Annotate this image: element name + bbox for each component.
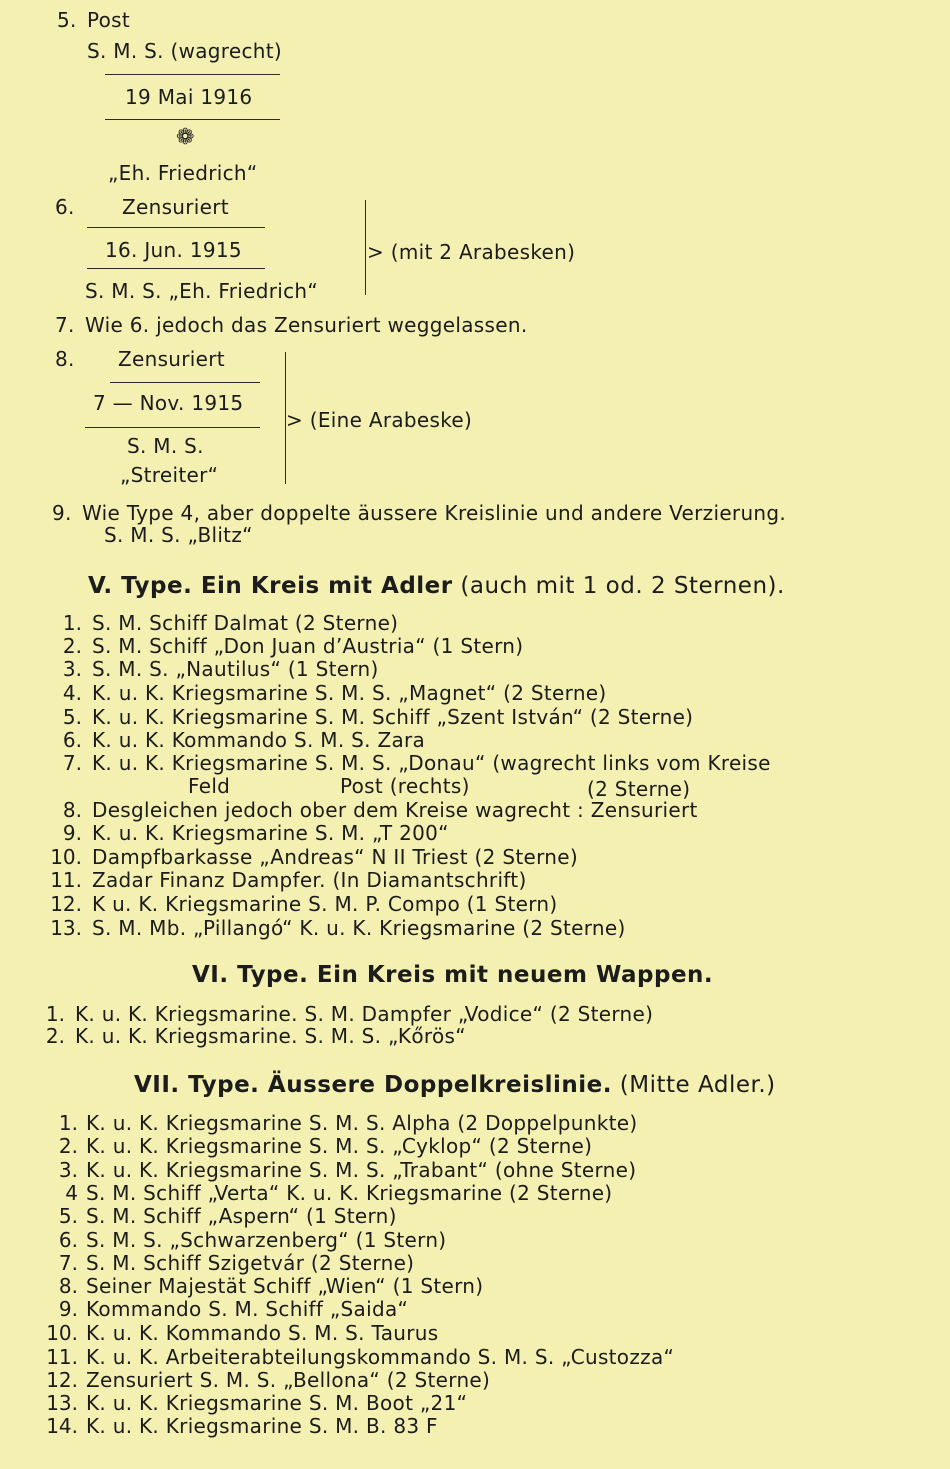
item-text: S. M. S. „Schwarzenberg“ (1 Stern) <box>86 1228 447 1252</box>
item-text: S. M. Schiff Szigetvár (2 Sterne) <box>86 1251 415 1275</box>
postmark-text: „Streiter“ <box>120 463 219 487</box>
item-number: 12. <box>50 892 82 916</box>
item-number: 1. <box>45 1002 65 1026</box>
postmark-text: Post <box>87 8 131 32</box>
item-text: Post (rechts) <box>340 774 470 798</box>
item-text: K. u. K. Kriegsmarine S. M. S. „Donau“ (wagrecht links vom Kreise <box>92 751 771 775</box>
item-text: Seiner Majestät Schiff „Wien“ (1 Stern) <box>86 1274 484 1298</box>
section-heading <box>88 573 785 599</box>
item-text: Kommando S. M. Schiff „Saida“ <box>86 1297 409 1321</box>
item-text: K. u. K. Kriegsmarine S. M. S. „Trabant“ (ohne Sterne) <box>86 1158 637 1182</box>
item-number: 1. <box>58 1111 78 1135</box>
postmark-date: 7 — Nov. 1915 <box>93 391 244 415</box>
item-number: 4 <box>65 1181 78 1205</box>
item-text: K. u. K. Kommando S. M. S. Taurus <box>86 1321 439 1345</box>
postmark-text: S. M. S. (wagrecht) <box>87 39 283 63</box>
item-number: 9. <box>58 1297 78 1321</box>
divider-line <box>105 119 280 120</box>
item-number: 1. <box>62 611 82 635</box>
postmark-text: „Eh. Friedrich“ <box>108 161 258 185</box>
item-text: S. M. Schiff „Aspern“ (1 Stern) <box>86 1204 397 1228</box>
item-text: S. M. Mb. „Pillangó“ K. u. K. Kriegsmarine (2 Sterne) <box>92 916 626 940</box>
item-number: 2. <box>58 1134 78 1158</box>
item-text: (2 Sterne) <box>587 777 691 801</box>
divider-line <box>105 74 280 75</box>
item-number: 6. <box>55 195 75 219</box>
item-number: 10. <box>50 845 82 869</box>
postmark-text: Zensuriert <box>122 195 229 219</box>
item-number: 7. <box>62 751 82 775</box>
heading-bold: V. Type. Ein Kreis mit Adler <box>88 573 453 599</box>
item-number: 10. <box>46 1321 78 1345</box>
item-number: 7. <box>55 313 75 337</box>
item-text: K. u. K. Kommando S. M. S. Zara <box>92 728 426 752</box>
item-number: 2. <box>45 1024 65 1048</box>
item-text: Wie Type 4, aber doppelte äussere Kreislinie und andere Verzierung. <box>82 501 787 525</box>
annotation: > (mit 2 Arabesken) <box>367 240 576 264</box>
item-number: 9. <box>62 821 82 845</box>
item-text: Desgleichen jedoch ober dem Kreise wagrecht : Zensuriert <box>92 798 698 822</box>
divider-line <box>87 227 265 228</box>
item-number: 9. <box>52 501 72 525</box>
heading-rest: (auch mit 1 od. 2 Sternen). <box>452 573 785 599</box>
item-text: K. u. K. Kriegsmarine. S. M. S. „Kőrös“ <box>75 1024 466 1048</box>
postmark-text: S. M. S. <box>127 434 204 458</box>
divider-line <box>87 268 265 269</box>
flower-ornament-icon: ❁ <box>176 125 195 150</box>
heading-bold: VII. Type. Äussere Doppelkreislinie. <box>134 1072 612 1098</box>
item-number: 14. <box>46 1414 78 1438</box>
item-text: K. u. K. Kriegsmarine. S. M. Dampfer „Vodice“ (2 Sterne) <box>75 1002 654 1026</box>
item-number: 8. <box>62 798 82 822</box>
postmark-text: Zensuriert <box>118 347 225 371</box>
item-text: K. u. K. Kriegsmarine S. M. S. „Magnet“ (2 Sterne) <box>92 681 607 705</box>
postmark-text: S. M. S. „Eh. Friedrich“ <box>85 279 319 303</box>
item-number: 5. <box>58 1204 78 1228</box>
item-text: Wie 6. jedoch das Zensuriert weggelassen. <box>85 313 528 337</box>
item-text: K. u. K. Kriegsmarine S. M. „T 200“ <box>92 821 449 845</box>
item-number: 8. <box>55 347 75 371</box>
item-number: 13. <box>50 916 82 940</box>
item-text: K. u. K. Kriegsmarine S. M. B. 83 F <box>86 1414 438 1438</box>
item-number: 2. <box>62 634 82 658</box>
item-number: 11. <box>46 1345 78 1369</box>
divider-line <box>85 427 260 428</box>
annotation: > (Eine Arabeske) <box>286 408 473 432</box>
item-number: 6. <box>58 1228 78 1252</box>
item-text: S. M. Schiff „Don Juan d’Austria“ (1 Stern) <box>92 634 524 658</box>
item-text: K. u. K. Kriegsmarine S. M. S. Alpha (2 Doppelpunkte) <box>86 1111 638 1135</box>
item-text: K. u. K. Arbeiterabteilungskommando S. M. S. „Custozza“ <box>86 1345 675 1369</box>
brace <box>360 200 366 295</box>
item-number: 4. <box>62 681 82 705</box>
item-number: 12. <box>46 1368 78 1392</box>
item-number: 5. <box>57 8 77 32</box>
postmark-date: 16. Jun. 1915 <box>105 238 242 262</box>
item-text: S. M. S. „Nautilus“ (1 Stern) <box>92 657 379 681</box>
item-text: S. M. S. „Blitz“ <box>104 523 253 547</box>
item-number: 5. <box>62 705 82 729</box>
divider-line <box>110 382 260 383</box>
item-text: K. u. K. Kriegsmarine S. M. S. „Cyklop“ (2 Sterne) <box>86 1134 593 1158</box>
item-text: S. M. Schiff Dalmat (2 Sterne) <box>92 611 399 635</box>
section-heading <box>134 1072 776 1098</box>
item-text: K. u. K. Kriegsmarine S. M. Schiff „Szent István“ (2 Sterne) <box>92 705 694 729</box>
item-text: Zensuriert S. M. S. „Bellona“ (2 Sterne) <box>86 1368 491 1392</box>
item-number: 11. <box>50 868 82 892</box>
heading-rest: (Mitte Adler.) <box>612 1072 776 1098</box>
annotation-text: (Eine Arabeske) <box>309 408 473 432</box>
item-number: 7. <box>58 1251 78 1275</box>
item-text: K. u. K. Kriegsmarine S. M. Boot „21“ <box>86 1391 468 1415</box>
item-number: 3. <box>62 657 82 681</box>
annotation-text: (mit 2 Arabesken) <box>390 240 576 264</box>
postmark-date: 19 Mai 1916 <box>125 85 253 109</box>
section-heading: VI. Type. Ein Kreis mit neuem Wappen. <box>192 962 714 988</box>
item-number: 3. <box>58 1158 78 1182</box>
item-text: Feld <box>188 774 231 798</box>
item-text: K u. K. Kriegsmarine S. M. P. Compo (1 Stern) <box>92 892 558 916</box>
item-number: 8. <box>58 1274 78 1298</box>
item-number: 6. <box>62 728 82 752</box>
item-number: 13. <box>46 1391 78 1415</box>
item-text: S. M. Schiff „Verta“ K. u. K. Kriegsmarine (2 Sterne) <box>86 1181 613 1205</box>
item-text: Zadar Finanz Dampfer. (In Diamantschrift) <box>92 868 527 892</box>
item-text: Dampfbarkasse „Andreas“ N II Triest (2 Sterne) <box>92 845 578 869</box>
